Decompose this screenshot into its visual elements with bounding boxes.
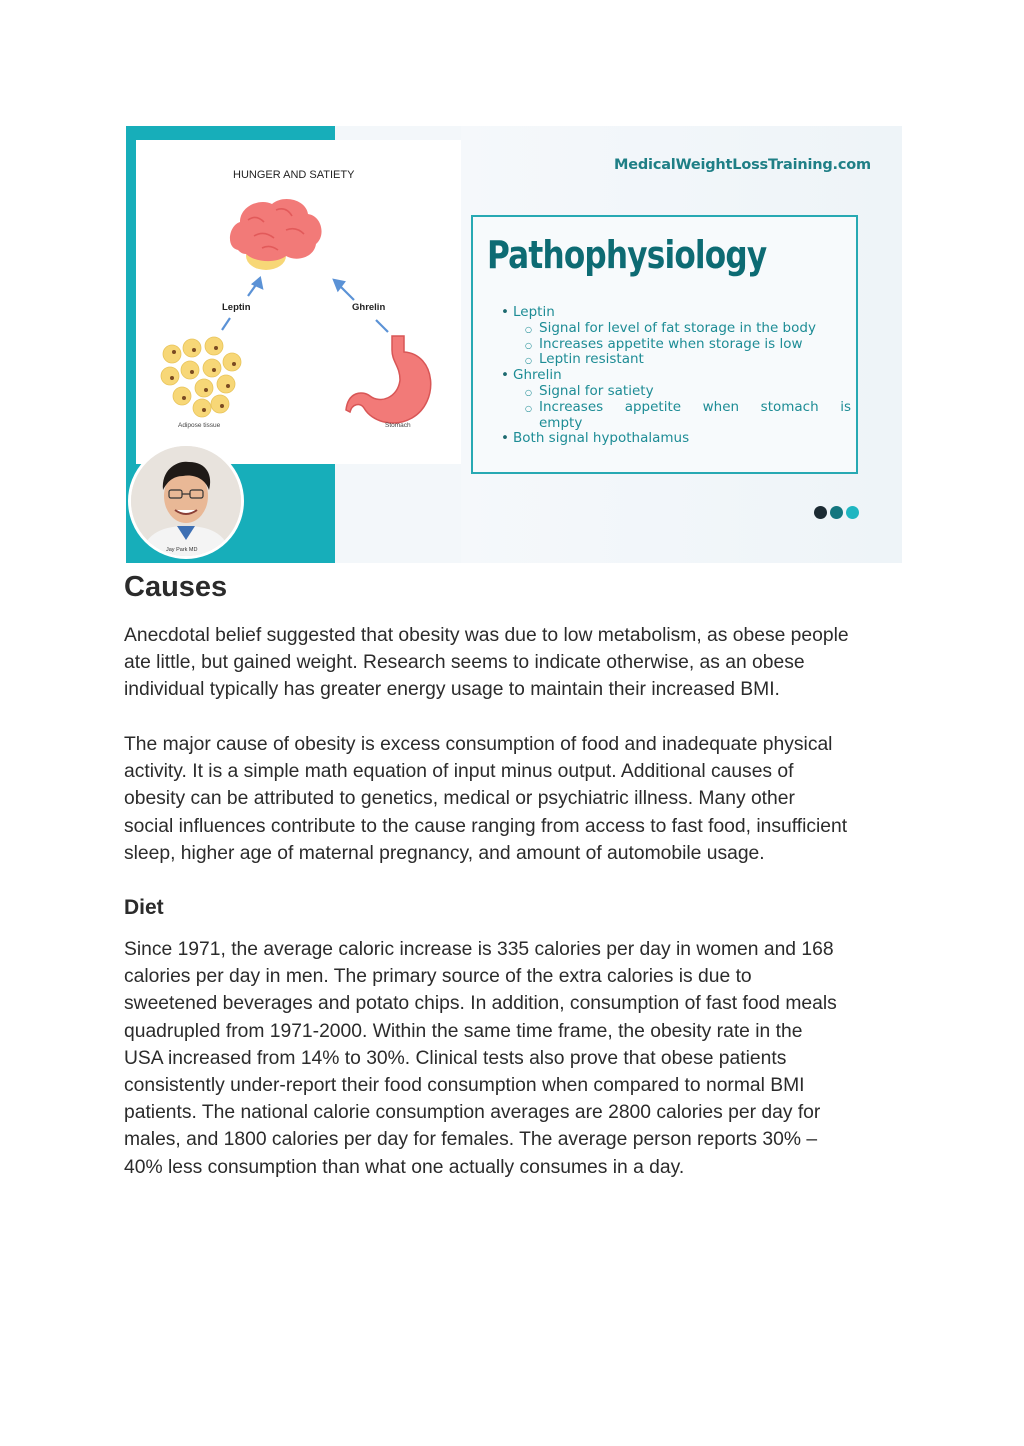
wrapped-line: empty: [539, 414, 583, 431]
stomach-label: Stomach: [385, 422, 411, 429]
pathophysiology-slide-image: [126, 126, 902, 563]
dot-icon: [830, 506, 843, 519]
word: is: [840, 398, 851, 415]
word: when: [702, 398, 740, 415]
diet-paragraph: Since 1971, the average caloric increase is 335 calories per day in women and 168 calories per day in men. The primary source of the extra calories is due to sweetened beverages and potato chips. In addition, consumption of fast food meals quadrupled from 1971-2000. Within the same time frame, the obesity rate in the USA increased from 14% to 30%. Clinical tests also prove that obese patients consistently under-report their food consumption when compared to normal BMI patients. The national calorie consumption averages are 2800 calories per day for males, and 1800 calories per day for females. The average person reports 30% – 40% less consumption than what one actually consumes in a day.: [124, 939, 837, 1178]
presenter-avatar: [128, 443, 244, 559]
ghrelin-label: Ghrelin: [352, 302, 386, 313]
stomach-icon: [346, 336, 431, 423]
leptin-label: Leptin: [222, 302, 251, 313]
causes-paragraph-2: The major cause of obesity is excess consumption of food and inadequate physical activity. It is a simple math equation of input minus output. Additional causes of obesity can be attributed to genetics, medical or psychiatric illness. Many other social influences contribute to the cause ranging from access to fast food, insufficient sleep, higher age of maternal pregnancy, and amount of automobile usage.: [124, 734, 848, 864]
diet-heading: Diet: [124, 896, 164, 919]
bullet-leptin-sub3: ○ Leptin resistant: [501, 352, 851, 368]
causes-heading: Causes: [124, 571, 228, 603]
dot-icon: [846, 506, 859, 519]
bullet-ghrelin-sub2: [501, 400, 851, 432]
hunger-satiety-diagram: [136, 140, 461, 464]
pathophysiology-box: [471, 215, 858, 474]
word: ○ Increases: [539, 398, 604, 415]
adipose-tissue-label: Adipose tissue: [178, 422, 221, 429]
brain-icon: [230, 199, 322, 270]
bullet-ghrelin: • Ghrelin: [501, 368, 851, 384]
presenter-name: Jay Park MD: [166, 547, 198, 553]
slide-heading: Pathophysiology: [487, 233, 767, 277]
bullet-list: [501, 305, 851, 447]
bullet-ghrelin-sub1: ○ Signal for satiety: [501, 384, 851, 400]
justified-line: [539, 400, 851, 416]
word: appetite: [624, 398, 682, 415]
dot-icon: [814, 506, 827, 519]
word: stomach: [760, 398, 819, 415]
bullet-leptin: • Leptin: [501, 305, 851, 321]
presenter-photo-icon: [131, 446, 241, 556]
slide-dots: [814, 506, 859, 519]
site-name: MedicalWeightLossTraining.com: [614, 157, 871, 173]
causes-paragraph-1: Anecdotal belief suggested that obesity was due to low metabolism, as obese people ate little, but gained weight. Research seems to indicate otherwise, as an obese individual typically has greater energy usage to maintain their increased BMI.: [124, 625, 849, 701]
bullet-leptin-sub1: ○ Signal for level of fat storage in the body: [501, 321, 851, 337]
bullet-leptin-sub2: ○ Increases appetite when storage is low: [501, 337, 851, 353]
bullet-both: • Both signal hypothalamus: [501, 431, 851, 447]
diagram-title: HUNGER AND SATIETY: [233, 169, 355, 181]
